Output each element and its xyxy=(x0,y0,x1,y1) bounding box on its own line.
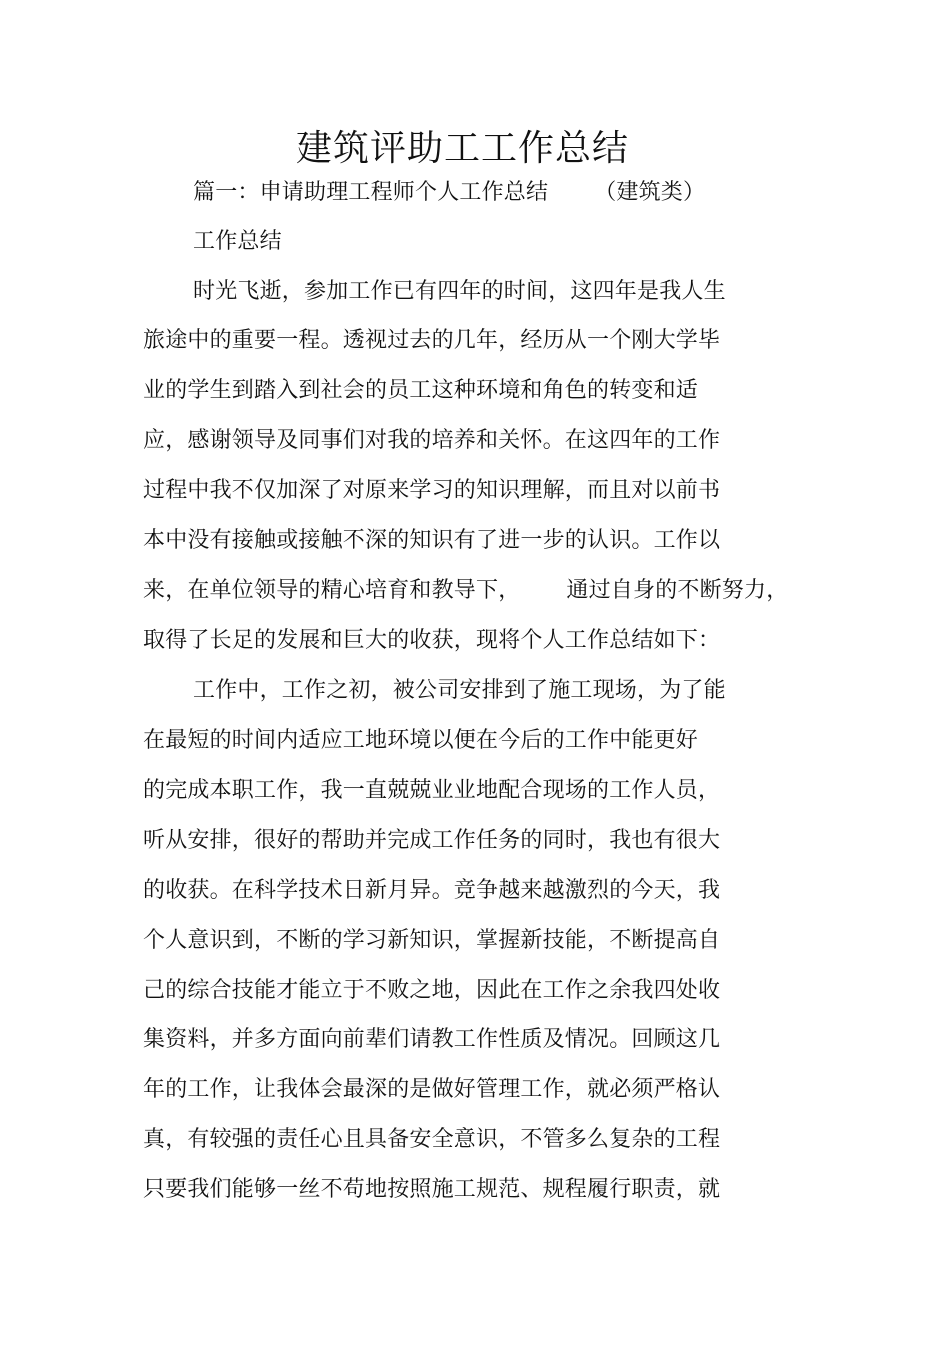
paragraph-line: 过程中我不仅加深了对原来学习的知识理解，而且对以前书 xyxy=(143,478,721,503)
paragraph-line: 只要我们能够一丝不苟地按照施工规范、规程履行职责，就 xyxy=(143,1177,721,1202)
paragraph-line: 应，感谢领导及同事们对我的培养和关怀。在这四年的工作 xyxy=(143,428,721,453)
paragraph-line: 年的工作，让我体会最深的是做好管理工作，就必须严格认 xyxy=(143,1077,721,1102)
subtitle-left: 篇一：申请助理工程师个人工作总结 xyxy=(193,180,549,205)
subtitle-line xyxy=(193,180,705,206)
document-title: 建筑评助工工作总结 xyxy=(295,128,629,169)
paragraph-line: 集资料，并多方面向前辈们请教工作性质及情况。回顾这几 xyxy=(143,1027,721,1052)
paragraph-line: 的完成本职工作，我一直兢兢业业地配合现场的工作人员， xyxy=(143,778,721,803)
paragraph-line: 听从安排，很好的帮助并完成工作任务的同时，我也有很大 xyxy=(143,828,721,853)
paragraph-line: 己的综合技能才能立于不败之地，因此在工作之余我四处收 xyxy=(143,978,721,1003)
paragraph-line: 个人意识到，不断的学习新知识，掌握新技能，不断提高自 xyxy=(143,928,721,953)
paragraph-line: 的收获。在科学技术日新月异。竞争越来越激烈的今天，我 xyxy=(143,878,721,903)
paragraph-line: 工作中，工作之初，被公司安排到了施工现场，为了能 xyxy=(193,678,726,703)
paragraph-line: 取得了长足的发展和巨大的收获，现将个人工作总结如下： xyxy=(143,628,721,653)
paragraph-line: 本中没有接触或接触不深的知识有了进一步的认识。工作以 xyxy=(143,528,721,553)
paragraph-line: 在最短的时间内适应工地环境以便在今后的工作中能更好 xyxy=(143,728,699,753)
paragraph-line xyxy=(143,578,788,604)
paragraph-line: 真，有较强的责任心且具备安全意识，不管多么复杂的工程 xyxy=(143,1127,721,1152)
paragraph-line: 业的学生到踏入到社会的员工这种环境和角色的转变和适 xyxy=(143,378,699,403)
paragraph-line-part: 来，在单位领导的精心培育和教导下， xyxy=(143,578,521,603)
paragraph-line: 旅途中的重要一程。透视过去的几年，经历从一个刚大学毕 xyxy=(143,328,721,353)
paragraph-line-part: 通过自身的不断努力， xyxy=(566,578,789,603)
paragraph-line: 时光飞逝，参加工作已有四年的时间，这四年是我人生 xyxy=(193,279,726,304)
section-heading: 工作总结 xyxy=(193,229,282,254)
subtitle-right: （建筑类） xyxy=(594,180,706,205)
